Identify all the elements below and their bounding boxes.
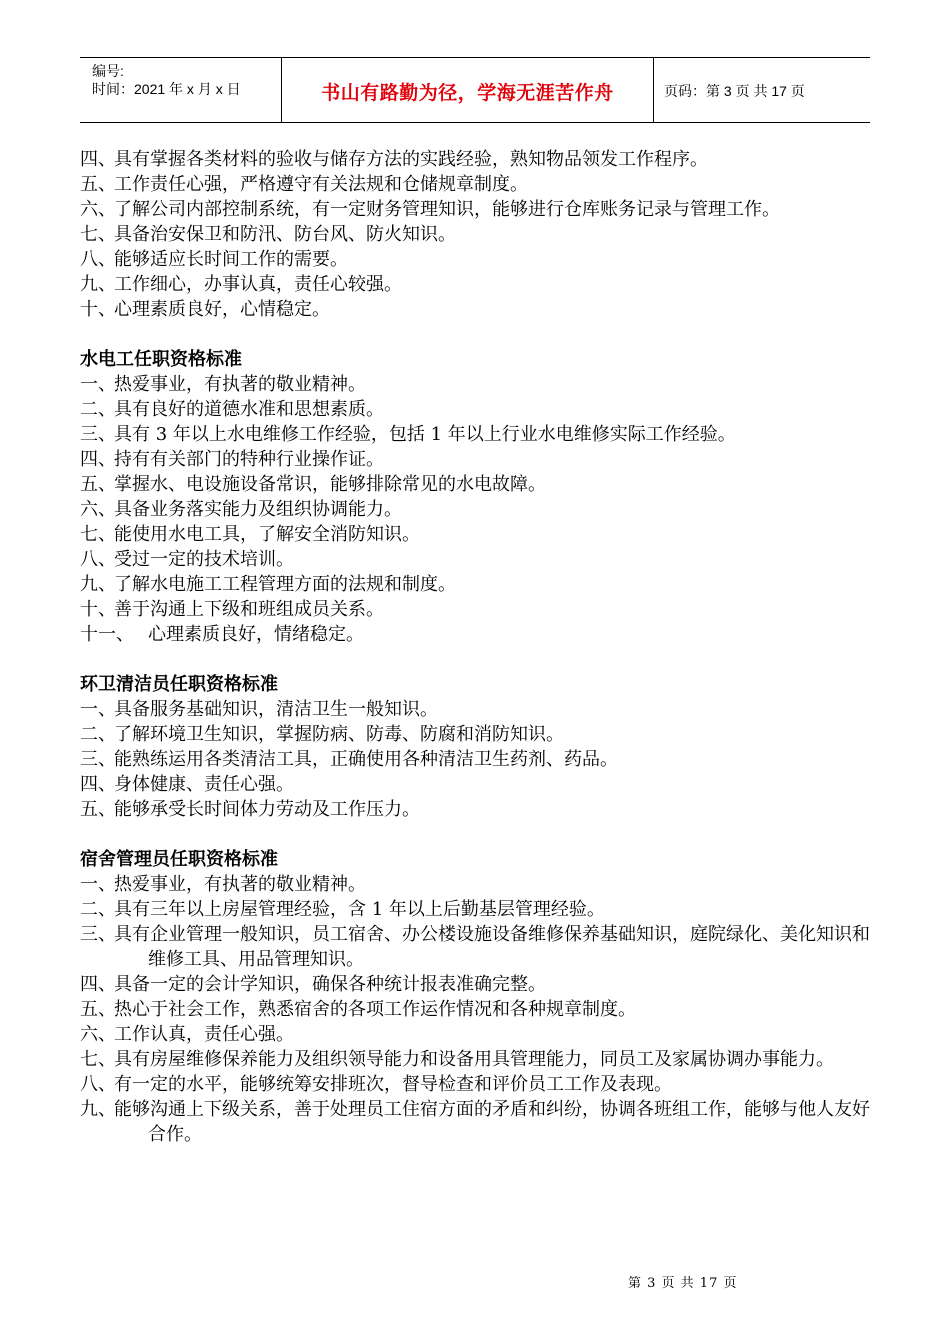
header-page-info: 页码：第 3 页 共 17 页 [664,83,805,99]
list-item-number: 十、 [80,299,116,320]
list-item-number: 七、 [80,224,116,245]
list-item [80,597,875,622]
list-item-number: 五、 [80,999,116,1020]
list-item-number: 十、 [80,599,116,620]
header-meta-cell [80,58,282,122]
list-item [80,222,875,247]
list-item [80,1097,875,1147]
list-item-text: 身体健康、责任心强。 [114,774,294,795]
page-footer: 第 3 页 共 17 页 [628,1276,738,1291]
list-item-number: 二、 [80,899,116,920]
list-item-number: 一、 [80,699,116,720]
list-item-text: 具有良好的道德水准和思想素质。 [114,399,384,420]
list-item-text: 具备一定的会计学知识，确保各种统计报表准确完整。 [114,974,546,995]
list-item [80,622,875,647]
list-item [80,522,875,547]
list-item-text: 心理素质良好，心情稳定。 [114,299,330,320]
list-item-text: 具有掌握各类材料的验收与储存方法的实践经验，熟知物品领发工作程序。 [114,149,708,170]
list-item-number: 八、 [80,1074,116,1095]
section [80,347,875,647]
list-item-number: 四、 [80,774,116,795]
list-item [80,397,875,422]
list-item-number: 五、 [80,799,116,820]
list-item-text: 具备服务基础知识，清洁卫生一般知识。 [114,699,438,720]
list-item-number: 六、 [80,199,116,220]
list-item-number: 一、 [80,874,116,895]
list-item [80,572,875,597]
list-item [80,497,875,522]
list-item-text: 具有企业管理一般知识，员工宿舍、办公楼设施设备维修保养基础知识，庭院绿化、美化知识和维修工具、用品管理知识。 [114,924,870,970]
section-title: 宿舍管理员任职资格标准 [80,849,278,869]
list-item-text: 具有三年以上房屋管理经验，含 1 年以上后勤基层管理经验。 [114,899,605,920]
list-item-text: 能熟练运用各类清洁工具，正确使用各种清洁卫生药剂、药品。 [114,749,618,770]
section-title: 水电工任职资格标准 [80,349,242,369]
list-item-text: 具备业务落实能力及组织协调能力。 [114,499,402,520]
list-item-number: 四、 [80,974,116,995]
list-item-number: 十一、 [80,624,134,645]
list-item-number: 九、 [80,1099,116,1120]
list-item-text: 了解水电施工工程管理方面的法规和制度。 [114,574,456,595]
list-item-number: 二、 [80,399,116,420]
list-item-text: 热心于社会工作，熟悉宿舍的各项工作运作情况和各种规章制度。 [114,999,636,1020]
list-item-text: 工作认真，责任心强。 [114,1024,294,1045]
list-item-text: 热爱事业，有执著的敬业精神。 [114,874,366,895]
list-item-number: 七、 [80,524,116,545]
list-item-text: 有一定的水平，能够统筹安排班次，督导检查和评价员工工作及表现。 [114,1074,672,1095]
list-item-text: 具有房屋维修保养能力及组织领导能力和设备用具管理能力，同员工及家属协调办事能力。 [114,1049,834,1070]
list-item-text: 心理素质良好，情绪稳定。 [148,624,364,645]
list-item-number: 九、 [80,274,116,295]
section-title: 环卫清洁员任职资格标准 [80,674,278,694]
list-item-number: 八、 [80,549,116,570]
list-item [80,697,875,722]
list-item [80,247,875,272]
list-item-number: 九、 [80,574,116,595]
list-item-number: 一、 [80,374,116,395]
list-item-number: 五、 [80,174,116,195]
list-item-number: 三、 [80,424,116,445]
list-item [80,722,875,747]
list-item [80,747,875,772]
list-item-text: 了解公司内部控制系统，有一定财务管理知识，能够进行仓库账务记录与管理工作。 [114,199,780,220]
list-item-number: 五、 [80,474,116,495]
list-item-text: 工作细心，办事认真，责任心较强。 [114,274,402,295]
list-item [80,772,875,797]
list-item-text: 具备治安保卫和防汛、防台风、防火知识。 [114,224,456,245]
list-item [80,1072,875,1097]
list-item [80,372,875,397]
list-item-text: 具有 3 年以上水电维修工作经验，包括 1 年以上行业水电维修实际工作经验。 [114,424,736,445]
list-item [80,197,875,222]
list-item [80,897,875,922]
section [80,847,875,1147]
code-label: 编号: [92,63,124,79]
list-item-text: 热爱事业，有执著的敬业精神。 [114,374,366,395]
list-item [80,972,875,997]
list-item-number: 六、 [80,1024,116,1045]
list-item [80,872,875,897]
list-item [80,147,875,172]
list-item [80,997,875,1022]
list-item [80,797,875,822]
list-item [80,922,875,972]
list-item-text: 能够承受长时间体力劳动及工作压力。 [114,799,420,820]
date-label: 时间：2021 年 x 月 x 日 [92,81,241,97]
list-item [80,422,875,447]
list-item-number: 八、 [80,249,116,270]
list-item [80,547,875,572]
list-item-number: 四、 [80,149,116,170]
list-item [80,1022,875,1047]
list-item-text: 受过一定的技术培训。 [114,549,294,570]
list-item-text: 工作责任心强，严格遵守有关法规和仓储规章制度。 [114,174,528,195]
list-item [80,172,875,197]
section [80,147,875,322]
list-item-text: 掌握水、电设施设备常识，能够排除常见的水电故障。 [114,474,546,495]
list-item [80,297,875,322]
list-item-number: 四、 [80,449,116,470]
list-item-text: 善于沟通上下级和班组成员关系。 [114,599,384,620]
list-item-text: 了解环境卫生知识，掌握防病、防毒、防腐和消防知识。 [114,724,564,745]
list-item [80,472,875,497]
list-item-text: 能够适应长时间工作的需要。 [114,249,348,270]
list-item-number: 六、 [80,499,116,520]
list-item-text: 持有有关部门的特种行业操作证。 [114,449,384,470]
list-item [80,1047,875,1072]
list-item [80,272,875,297]
list-item-text: 能够沟通上下级关系，善于处理员工住宿方面的矛盾和纠纷，协调各班组工作，能够与他人友好合作。 [114,1099,870,1145]
list-item-number: 三、 [80,924,116,945]
section [80,672,875,822]
list-item [80,447,875,472]
list-item-number: 二、 [80,724,116,745]
document-body [80,147,875,1147]
list-item-text: 能使用水电工具，了解安全消防知识。 [114,524,420,545]
list-item-number: 三、 [80,749,116,770]
list-item-number: 七、 [80,1049,116,1070]
header-motto: 书山有路勤为径，学海无涯苦作舟 [282,58,654,122]
document-header [80,57,870,123]
